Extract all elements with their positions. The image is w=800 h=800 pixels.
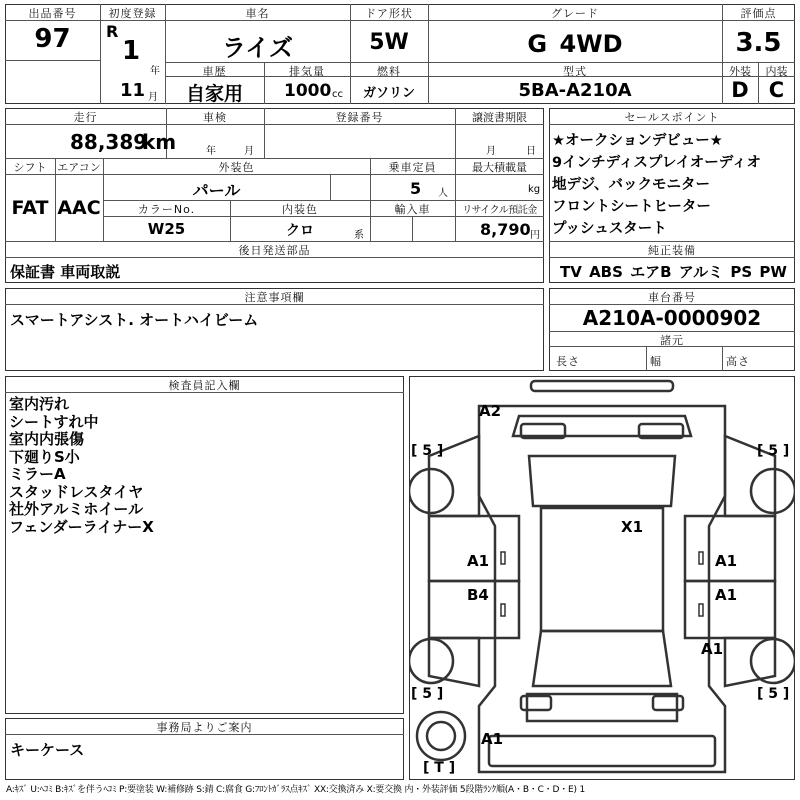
mark-a2: A2 [479, 402, 502, 420]
tire-front-left: [ 5 ] [411, 443, 444, 459]
transfer-day-unit: 日 [526, 146, 536, 157]
interior-grade-label: 内装 [765, 65, 788, 78]
interior-color: クロ [286, 223, 314, 239]
legend: A:ｷｽﾞ U:ﾍｺﾐ B:ｷｽﾞを伴うﾍｺﾐ P:要塗装 W:補修跡 S:錆 C:腐食 G:ﾌﾛﾝﾄｶﾞﾗｽ点ｷｽﾞ XX:交換済み X:要交換 内・外装評価 5段階ﾗﾝｸ順(A・B・C・D・E) 1 [6, 785, 585, 795]
recycle-value: 8,790 [480, 220, 531, 239]
equipment-label: 純正装備 [648, 244, 696, 257]
recycle-unit: 円 [530, 230, 540, 241]
inspection-month-unit: 月 [244, 146, 254, 157]
sales-point-list [552, 130, 761, 240]
grade-value: G 4WD [527, 30, 623, 58]
mark-a1-bottom: A1 [481, 730, 504, 748]
exterior-grade: D [731, 78, 749, 102]
model-label: 型式 [563, 65, 587, 78]
sales-point-item: ★オークションデビュー★ [552, 133, 723, 149]
first-reg-era: R [106, 22, 119, 41]
spare-tire: [ T ] [423, 760, 456, 776]
later-items-label: 後日発送部品 [238, 244, 311, 257]
inspection-year-unit: 年 [206, 146, 216, 157]
aircon-value: AAC [57, 197, 101, 219]
history-label: 車歴 [202, 65, 227, 78]
grade-label: グレード [551, 7, 599, 20]
interior-grade: C [768, 78, 785, 102]
max-load-label: 最大積載量 [472, 161, 527, 174]
transfer-month-unit: 月 [486, 146, 496, 157]
inspector-note: シートすれ中 [9, 412, 99, 431]
office-value: キーケース [10, 741, 85, 759]
first-reg-year-unit: 年 [150, 66, 160, 77]
first-reg-month: 11 [120, 80, 146, 101]
first-reg-year: 1 [122, 36, 141, 66]
car-name-label: 車名 [245, 7, 270, 20]
history-value: 自家用 [185, 83, 243, 105]
shift-value: FAT [11, 197, 49, 219]
registration-label: 登録番号 [335, 111, 384, 124]
score-label: 評価点 [740, 7, 777, 20]
spec-length-label: 長さ [556, 355, 580, 368]
color-no-label: カラーNo. [137, 203, 196, 216]
first-reg-month-unit: 月 [148, 92, 158, 103]
car-name: ライズ [221, 34, 294, 62]
sales-point-item: フロントシートヒーター [552, 199, 711, 215]
lot-label: 出品番号 [28, 7, 77, 20]
mileage-label: 走行 [73, 111, 98, 124]
mark-x1: X1 [621, 518, 644, 536]
door-type: 5W [369, 30, 409, 55]
mark-a1-right-1: A1 [715, 552, 738, 570]
shift-label: シフト [13, 161, 47, 174]
lot-number: 97 [34, 24, 71, 54]
inspector-note: 室内汚れ [9, 395, 70, 413]
capacity-unit: 人 [438, 188, 448, 199]
spec-width-label: 幅 [650, 355, 662, 368]
later-items: 保証書 車両取説 [10, 263, 121, 281]
mark-a1-left: A1 [467, 552, 490, 570]
notes-label: 注意事項欄 [244, 291, 305, 304]
sales-points-label: セールスポイント [624, 111, 720, 124]
displacement-unit: cc [332, 89, 343, 100]
inspector-note: 下廻りS小 [9, 447, 80, 466]
mark-a1-right-3: A1 [701, 640, 724, 658]
inspector-note: フェンダーライナーX [9, 517, 154, 536]
transfer-label: 譲渡書期限 [472, 111, 527, 124]
inspector-note-list [9, 396, 154, 536]
sales-point-item: 9インチディスプレイオーディオ [552, 155, 762, 171]
specs-label: 諸元 [660, 334, 684, 347]
mileage-unit: km [142, 130, 177, 154]
sales-point-item: 地デジ、バックモニター [552, 177, 711, 193]
sales-point-item: プッシュスタート [552, 221, 667, 237]
score-value: 3.5 [735, 28, 782, 58]
capacity-value: 5 [410, 179, 422, 198]
model-value: 5BA-A210A [518, 80, 632, 101]
displacement-label: 排気量 [289, 65, 325, 78]
fuel-label: 燃料 [377, 65, 401, 78]
aircon-label: エアコン [57, 161, 101, 174]
chassis-label: 車台番号 [648, 291, 696, 304]
office-label: 事務局よりご案内 [156, 721, 253, 734]
inspector-note: スタッドレスタイヤ [9, 482, 144, 501]
interior-color-unit: 系 [354, 230, 364, 241]
door-label: ドア形状 [365, 7, 413, 20]
tire-front-right: [ 5 ] [757, 443, 790, 459]
exterior-color: パール [192, 181, 241, 200]
max-load-unit: kg [528, 184, 541, 195]
mark-a1-right-2: A1 [715, 586, 738, 604]
tire-rear-left: [ 5 ] [411, 686, 444, 702]
exterior-color-label: 外装色 [218, 161, 255, 174]
exterior-grade-label: 外装 [729, 65, 751, 78]
interior-color-label: 内装色 [282, 203, 318, 216]
first-reg-label: 初度登録 [108, 7, 157, 20]
displacement-value: 1000 [284, 81, 332, 101]
notes-value: スマートアシスト. オートハイビーム [10, 311, 259, 329]
inspector-note: 室内内張傷 [9, 430, 85, 448]
tire-rear-right: [ 5 ] [757, 686, 790, 702]
mark-b4: B4 [467, 586, 489, 604]
fuel-value: ガソリン [362, 86, 415, 101]
car-diagram [409, 376, 795, 780]
equipment-value: TV ABS エアB アルミ PS PW [560, 263, 787, 281]
inspector-note: 社外アルミホイール [9, 500, 144, 518]
capacity-label: 乗車定員 [388, 161, 437, 174]
spec-height-label: 高さ [726, 355, 750, 368]
recycle-label: リサイクル預託金 [462, 205, 537, 216]
color-no: W25 [147, 220, 186, 238]
inspection-label: 車検 [203, 111, 227, 124]
inspector-note: ミラーA [9, 465, 66, 483]
import-label: 輸入車 [394, 203, 431, 216]
mileage-value: 88,389 [70, 130, 148, 154]
chassis-number: A210A-0000902 [582, 306, 762, 330]
inspector-label: 検査員記入欄 [168, 379, 241, 392]
